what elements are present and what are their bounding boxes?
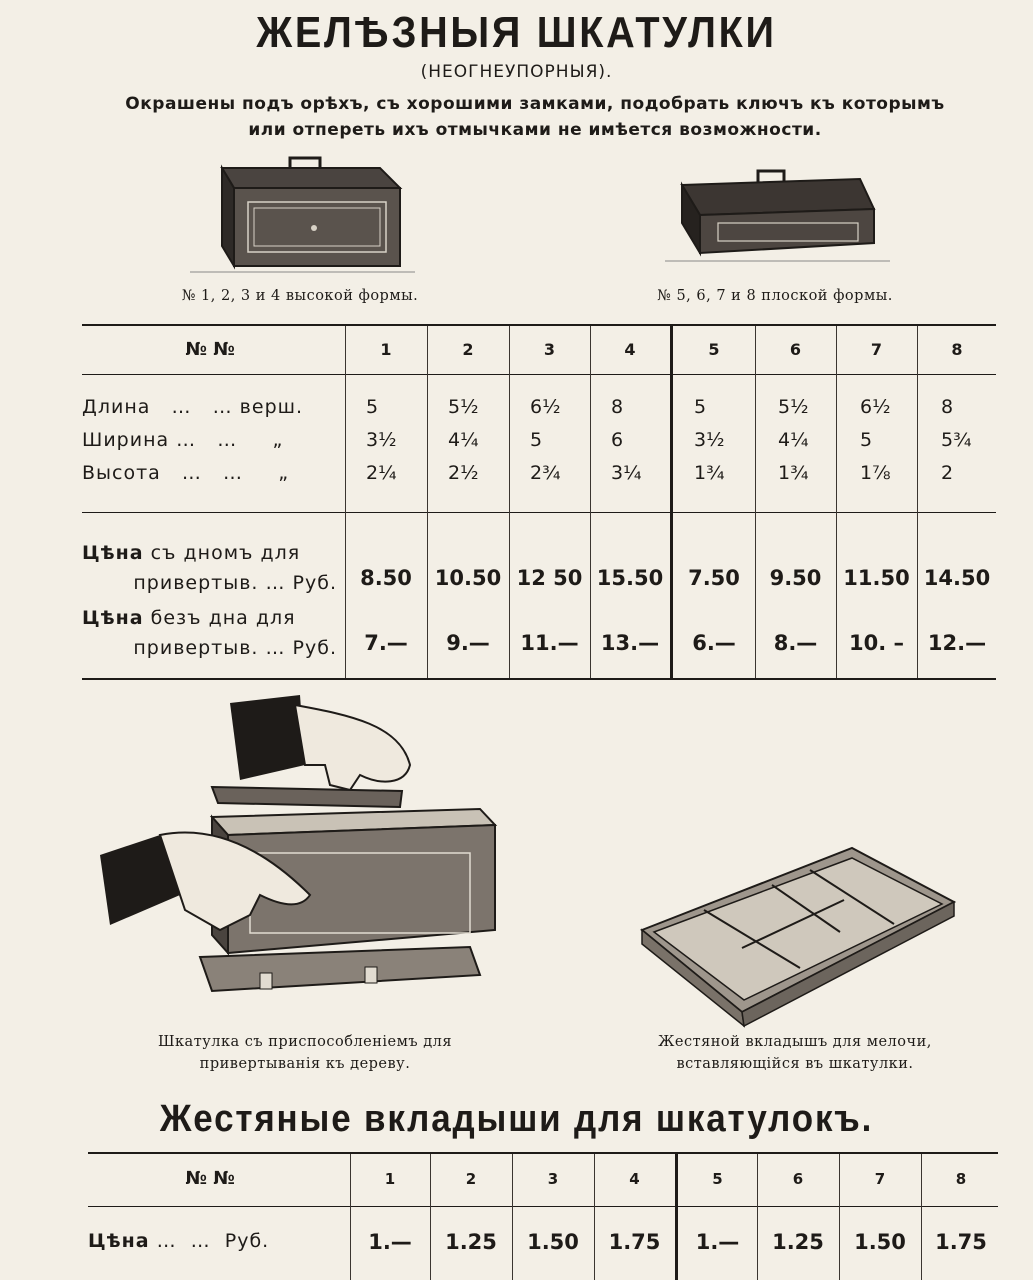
price-with-bottom-value: 11.50 bbox=[843, 566, 910, 590]
table2-price-label-rest: … … Руб. bbox=[149, 1230, 270, 1252]
tall-box-illustration bbox=[190, 150, 420, 280]
caption-flat-form: № 5, 6, 7 и 8 плоской формы. bbox=[657, 288, 893, 304]
price-label-bold: Цѣна bbox=[82, 542, 144, 564]
table2-col-header: 3 bbox=[547, 1170, 559, 1188]
table1-col-rule bbox=[917, 326, 918, 678]
table2-price-value: 1.50 bbox=[527, 1230, 579, 1254]
width-value: 5¾ bbox=[941, 429, 972, 451]
length-value: 5½ bbox=[448, 396, 479, 418]
price-without-bottom-label bbox=[82, 603, 337, 663]
price-label-line2: привертыв. … Руб. bbox=[133, 572, 337, 594]
row-label-height: Высота … … „ bbox=[82, 462, 290, 484]
table2-price-value: 1.75 bbox=[608, 1230, 661, 1254]
length-value: 5 bbox=[366, 396, 379, 418]
price-with-bottom-label bbox=[82, 538, 337, 598]
table1-col-rule bbox=[509, 326, 510, 678]
table1-col-header: 3 bbox=[543, 340, 556, 359]
width-value: 5 bbox=[530, 429, 543, 451]
table2-col-header: 6 bbox=[792, 1170, 804, 1188]
height-value: 1⅞ bbox=[860, 462, 891, 484]
table1-col-header: 2 bbox=[462, 340, 474, 359]
section-title-inserts: Жестяные вкладыши для шкатулокъ. bbox=[159, 1098, 874, 1140]
table2-col-header: 4 bbox=[629, 1170, 640, 1188]
height-value: 1¾ bbox=[778, 462, 809, 484]
price-label-bold: Цѣна bbox=[82, 607, 144, 629]
table2-price-value: 1.— bbox=[695, 1230, 740, 1254]
height-value: 2½ bbox=[448, 462, 479, 484]
width-value: 4¼ bbox=[778, 429, 809, 451]
price-without-bottom-value: 12.— bbox=[927, 631, 987, 655]
table2-price-value: 1.25 bbox=[772, 1230, 824, 1254]
table1-col-header: 6 bbox=[789, 340, 802, 359]
table2-top-rule bbox=[88, 1152, 998, 1154]
caption-mount-line-1: Шкатулка съ приспособленіемъ для bbox=[157, 1034, 453, 1050]
height-value: 1¾ bbox=[694, 462, 725, 484]
height-value: 2¾ bbox=[530, 462, 561, 484]
table1-col-header: 7 bbox=[870, 340, 883, 359]
table2-price-value: 1.25 bbox=[445, 1230, 497, 1254]
table1-col-header: 8 bbox=[951, 340, 963, 359]
price-with-bottom-value: 8.50 bbox=[360, 566, 412, 590]
price-without-bottom-value: 6.— bbox=[692, 631, 736, 655]
table2-header-label: № № bbox=[185, 1168, 235, 1189]
row-label-length: Длина … … верш. bbox=[82, 396, 304, 418]
table1-col-rule bbox=[427, 326, 428, 678]
table2-price-value: 1.75 bbox=[935, 1230, 987, 1254]
width-value: 6 bbox=[611, 429, 624, 451]
caption-high-form: № 1, 2, 3 и 4 высокой формы. bbox=[181, 288, 419, 304]
box-with-hands-illustration bbox=[100, 695, 510, 1025]
height-value: 2¼ bbox=[366, 462, 397, 484]
table2-price-value: 1.50 bbox=[854, 1230, 906, 1254]
price-without-bottom-value: 9.— bbox=[446, 631, 490, 655]
table2-col-header: 1 bbox=[384, 1170, 396, 1188]
length-value: 8 bbox=[611, 396, 624, 418]
table1-col-header: 1 bbox=[380, 340, 392, 359]
table1-header-rule bbox=[82, 374, 996, 375]
caption-mount-line-2: привертыванія къ дереву. bbox=[199, 1056, 411, 1072]
table2-price-label bbox=[88, 1230, 269, 1252]
table2-price-value: 1.— bbox=[368, 1230, 412, 1254]
price-label-rest: безъ дна для bbox=[143, 607, 296, 629]
height-value: 3¼ bbox=[611, 462, 642, 484]
price-without-bottom-value: 11.— bbox=[520, 631, 579, 655]
price-label-rest: съ дномъ для bbox=[143, 542, 301, 564]
price-with-bottom-value: 9.50 bbox=[769, 566, 822, 590]
table1-col-rule bbox=[345, 326, 346, 678]
price-without-bottom-value: 10. – bbox=[848, 631, 904, 655]
table1-mid-rule bbox=[82, 512, 996, 513]
price-with-bottom-value: 7.50 bbox=[688, 566, 740, 590]
price-without-bottom-value: 8.— bbox=[773, 631, 818, 655]
length-value: 6½ bbox=[530, 396, 561, 418]
caption-tray-line-2: вставляющійся въ шкатулки. bbox=[676, 1056, 914, 1072]
table2-col-header: 8 bbox=[955, 1170, 967, 1188]
table2-col-header: 7 bbox=[874, 1170, 886, 1188]
caption-tray-line-1: Жестяной вкладышъ для мелочи, bbox=[658, 1034, 932, 1050]
table1-col-rule bbox=[590, 326, 591, 678]
length-value: 8 bbox=[941, 396, 954, 418]
length-value: 5 bbox=[694, 396, 707, 418]
height-value: 2 bbox=[941, 462, 954, 484]
table1-col-rule bbox=[755, 326, 756, 678]
table1-col-header: 5 bbox=[708, 340, 720, 359]
price-without-bottom-value: 7.— bbox=[364, 631, 408, 655]
table1-header-label: № № bbox=[185, 339, 235, 360]
width-value: 5 bbox=[860, 429, 873, 451]
price-label-line2: привертыв. … Руб. bbox=[133, 637, 337, 659]
length-value: 6½ bbox=[860, 396, 891, 418]
price-without-bottom-value: 13.— bbox=[600, 631, 660, 655]
table1-col-rule bbox=[836, 326, 837, 678]
description-line-1: Окрашены подъ орѣхъ, съ хорошими замками, подобрать ключъ къ которымъ bbox=[125, 94, 945, 114]
table2-price-label-bold: Цѣна bbox=[88, 1230, 150, 1252]
width-value: 3½ bbox=[366, 429, 397, 451]
table1-bottom-rule bbox=[82, 678, 996, 680]
price-with-bottom-value: 12 50 bbox=[516, 566, 583, 590]
width-value: 4¼ bbox=[448, 429, 479, 451]
page-title: ЖЕЛѢЗНЫЯ ШКАТУЛКИ bbox=[256, 8, 777, 57]
price-with-bottom-value: 10.50 bbox=[434, 566, 502, 590]
description-line-2: или отпереть ихъ отмычками не имѣется возможности. bbox=[248, 120, 822, 140]
table2-header-rule bbox=[88, 1206, 998, 1207]
page-subtitle: (НЕОГНЕУПОРНЫЯ). bbox=[420, 62, 613, 82]
table2-col-header: 2 bbox=[465, 1170, 477, 1188]
price-with-bottom-value: 14.50 bbox=[923, 566, 991, 590]
flat-box-illustration bbox=[660, 165, 900, 270]
length-value: 5½ bbox=[778, 396, 809, 418]
table1-divider-rule bbox=[670, 326, 673, 678]
table2-col-header: 5 bbox=[712, 1170, 723, 1188]
table1-top-rule bbox=[82, 324, 996, 326]
price-with-bottom-value: 15.50 bbox=[596, 566, 664, 590]
width-value: 3½ bbox=[694, 429, 725, 451]
table1-col-header: 4 bbox=[624, 340, 636, 359]
row-label-width: Ширина … … „ bbox=[82, 429, 284, 451]
tin-tray-illustration bbox=[632, 840, 962, 1030]
